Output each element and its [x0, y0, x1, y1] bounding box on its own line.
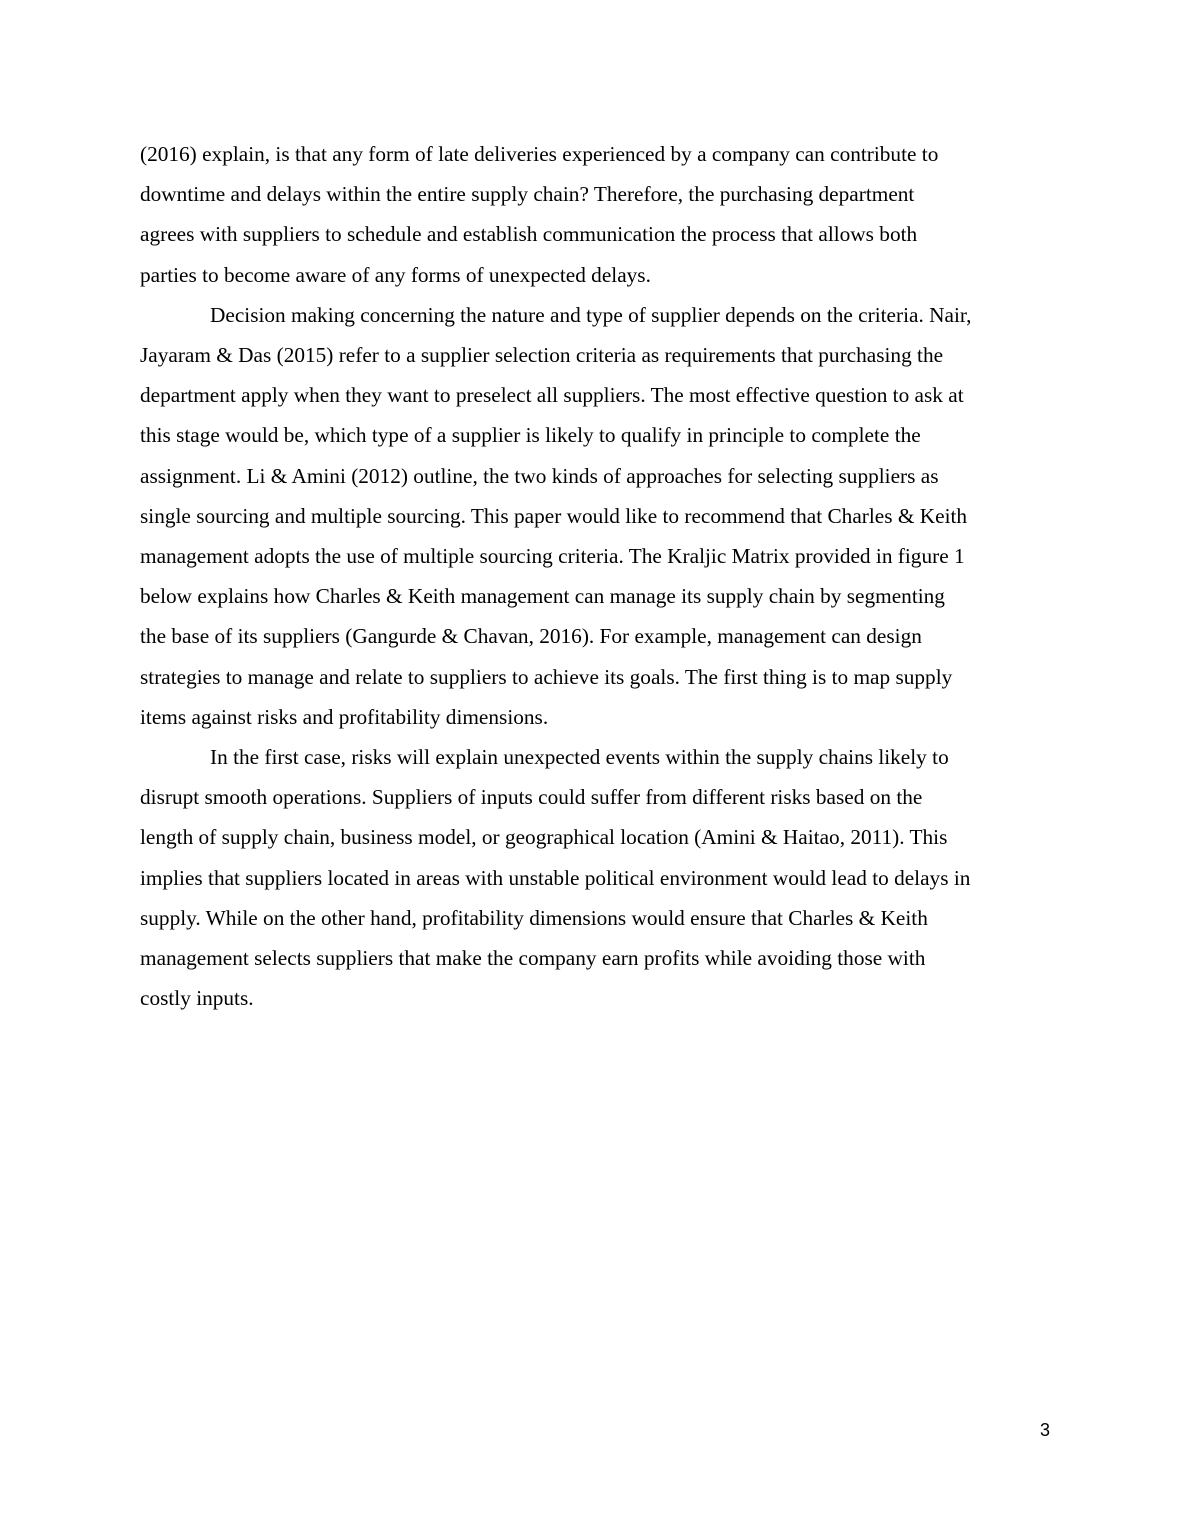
paragraph-line: this stage would be, which type of a supplier is likely to qualify in principle to complete the	[140, 423, 921, 448]
paragraph-line: supply. While on the other hand, profitability dimensions would ensure that Charles & Keith	[140, 905, 928, 930]
paragraph-line: parties to become aware of any forms of unexpected delays.	[140, 262, 651, 287]
paragraph-line: assignment. Li & Amini (2012) outline, the two kinds of approaches for selecting suppliers as	[140, 463, 939, 488]
paragraph-line: length of supply chain, business model, or geographical location (Amini & Haitao, 2011). This	[140, 825, 948, 850]
page-number: 3	[1039, 1420, 1050, 1440]
paragraph-line: strategies to manage and relate to suppliers to achieve its goals. The first thing is to map supply	[140, 664, 953, 689]
paragraph-line: (2016) explain, is that any form of late deliveries experienced by a company can contribute to	[140, 142, 939, 166]
paragraph-line: Jayaram & Das (2015) refer to a supplier selection criteria as requirements that purchasing the	[140, 343, 944, 368]
paragraph-line: management selects suppliers that make the company earn profits while avoiding those with	[140, 946, 926, 971]
paragraph-line: In the first case, risks will explain unexpected events within the supply chains likely to	[210, 745, 949, 770]
paragraph-2	[140, 295, 1052, 737]
paragraph-line: below explains how Charles & Keith management can manage its supply chain by segmenting	[140, 584, 945, 609]
paragraph-line: agrees with suppliers to schedule and establish communication the process that allows both	[140, 222, 918, 247]
paragraph-3	[140, 737, 1052, 1018]
paragraph-line: Decision making concerning the nature and type of supplier depends on the criteria. Nair,	[210, 302, 972, 327]
paragraph-line: management adopts the use of multiple sourcing criteria. The Kraljic Matrix provided in figure 1	[140, 544, 965, 569]
body-text	[140, 134, 1052, 1018]
paragraph-line: single sourcing and multiple sourcing. This paper would like to recommend that Charles & Keith	[140, 503, 968, 528]
paragraph-line: implies that suppliers located in areas with unstable political environment would lead to delays in	[140, 865, 971, 890]
paragraph-line: costly inputs.	[140, 986, 254, 1011]
paragraph-line: the base of its suppliers (Gangurde & Chavan, 2016). For example, management can design	[140, 624, 922, 649]
paragraph-line: downtime and delays within the entire supply chain? Therefore, the purchasing department	[140, 182, 915, 207]
paragraph-1	[140, 134, 1052, 295]
paragraph-line: disrupt smooth operations. Suppliers of inputs could suffer from different risks based on the	[140, 785, 923, 810]
paragraph-line: department apply when they want to preselect all suppliers. The most effective question to ask at	[140, 383, 964, 408]
paragraph-line: items against risks and profitability dimensions.	[140, 704, 549, 729]
